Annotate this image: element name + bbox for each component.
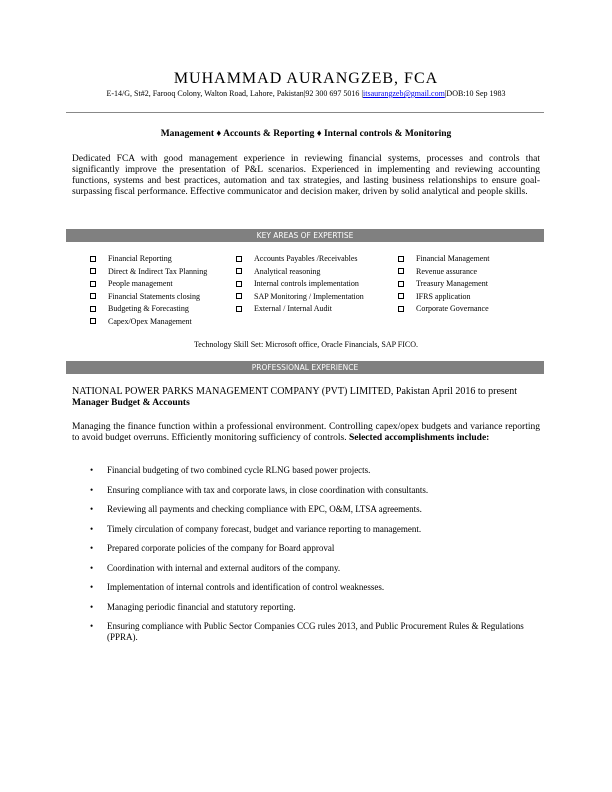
- skill-label: Direct & Indirect Tax Planning: [108, 266, 208, 276]
- accomplishment-item: • Managing periodic financial and statutory reporting.: [90, 602, 540, 622]
- skill-item: [398, 278, 540, 290]
- skill-item: [90, 278, 236, 290]
- skills-grid: [90, 253, 540, 327]
- skill-label: People management: [108, 279, 173, 289]
- skill-item: [90, 266, 236, 278]
- accomplishment-item: • Financial budgeting of two combined cycle RLNG based power projects.: [90, 465, 540, 485]
- skill-item: [90, 303, 236, 315]
- experience-heading: PROFESSIONAL EXPERIENCE: [66, 361, 544, 374]
- square-bullet-icon: [90, 318, 96, 324]
- summary: Dedicated FCA with good management experience in reviewing financial systems, processes and controls that significantly improve the presentation of P&L scenarios. Experienced in implementing and reviewing accounting functions, systems and best practices, automation and tax strategies, and lasting business relationships to ensure goal-surpassing fiscal performance. Effective communicator and decision maker, driven by solid analytical and people skills.: [72, 154, 540, 197]
- skill-label: Accounts Payables /Receivables: [254, 254, 358, 264]
- skill-item: [236, 266, 398, 278]
- skill-item: [90, 316, 236, 328]
- square-bullet-icon: [398, 256, 404, 262]
- square-bullet-icon: [90, 281, 96, 287]
- skill-label: Financial Management: [416, 254, 490, 264]
- square-bullet-icon: [90, 268, 96, 274]
- skill-item: [398, 266, 540, 278]
- accomplishment-item: • Prepared corporate policies of the company for Board approval: [90, 543, 540, 563]
- skill-label: IFRS application: [416, 291, 471, 301]
- email-link[interactable]: itsaurangzeb@gmail.com: [363, 89, 445, 98]
- accomplishments-list: [90, 465, 540, 642]
- skill-label: Financial Statements closing: [108, 291, 200, 301]
- square-bullet-icon: [90, 256, 96, 262]
- square-bullet-icon: [236, 256, 242, 262]
- divider: [66, 112, 544, 113]
- accomplishment-item: • Ensuring compliance with Public Sector Companies CCG rules 2013, and Public Procurement Rules & Regulations (PPRA).: [90, 621, 540, 642]
- job-description: [72, 422, 540, 444]
- square-bullet-icon: [236, 281, 242, 287]
- skill-label: Capex/Opex Management: [108, 316, 192, 326]
- skill-item: [90, 253, 236, 265]
- skill-item: [236, 291, 398, 303]
- accomplishment-item: • Timely circulation of company forecast, budget and variance reporting to management.: [90, 524, 540, 544]
- square-bullet-icon: [398, 268, 404, 274]
- job-title: Manager Budget & Accounts: [72, 398, 190, 408]
- square-bullet-icon: [398, 293, 404, 299]
- skill-item: [398, 253, 540, 265]
- skill-item: [90, 291, 236, 303]
- skill-item: [398, 291, 540, 303]
- headline: Management ♦ Accounts & Reporting ♦ Internal controls & Monitoring: [160, 129, 452, 139]
- skill-label: Corporate Governance: [416, 304, 489, 314]
- skill-label: Analytical reasoning: [254, 266, 321, 276]
- accomplishments-label: Selected accomplishments include:: [348, 433, 490, 443]
- skill-label: SAP Monitoring / Implementation: [254, 291, 364, 301]
- square-bullet-icon: [236, 293, 242, 299]
- company-line: NATIONAL POWER PARKS MANAGEMENT COMPANY (PVT) LIMITED, Pakistan April 2016 to present: [72, 386, 517, 397]
- square-bullet-icon: [398, 281, 404, 287]
- square-bullet-icon: [236, 306, 242, 312]
- skill-item: [236, 253, 398, 265]
- skill-label: Financial Reporting: [108, 254, 172, 264]
- skill-label: Internal controls implementation: [254, 279, 359, 289]
- accomplishment-item: • Reviewing all payments and checking compliance with EPC, O&M, LTSA agreements.: [90, 504, 540, 524]
- contact-line: [0, 89, 612, 98]
- tech-skills: Technology Skill Set: Microsoft office, Oracle Financials, SAP FICO.: [193, 340, 419, 349]
- skill-item: [236, 278, 398, 290]
- accomplishment-item: • Ensuring compliance with tax and corporate laws, in close coordination with consultants.: [90, 485, 540, 505]
- skill-label: Budgeting & Forecasting: [108, 304, 189, 314]
- skill-item: [236, 303, 398, 315]
- accomplishment-item: • Implementation of internal controls and identification of control weaknesses.: [90, 582, 540, 602]
- skill-label: External / Internal Audit: [254, 304, 332, 314]
- square-bullet-icon: [90, 293, 96, 299]
- square-bullet-icon: [398, 306, 404, 312]
- job-desc-text: Managing the finance function within a professional environment. Controlling capex/opex budgets and variance reporting to avoid budget overruns. Efficiently monitoring sufficiency of controls.: [72, 422, 540, 443]
- skill-item: [398, 303, 540, 315]
- candidate-name: MUHAMMAD AURANGZEB, FCA: [173, 70, 439, 87]
- contact-dob: |DOB:10 Sep 1983: [444, 89, 506, 98]
- accomplishment-item: • Coordination with internal and external auditors of the company.: [90, 563, 540, 583]
- square-bullet-icon: [90, 306, 96, 312]
- skill-label: Treasury Management: [416, 279, 488, 289]
- skill-label: Revenue assurance: [416, 266, 478, 276]
- contact-address: E-14/G, St#2, Farooq Colony, Walton Road, Lahore, Pakistan|92 300 697 5016 |: [106, 89, 364, 98]
- square-bullet-icon: [236, 268, 242, 274]
- expertise-heading: KEY AREAS OF EXPERTISE: [66, 229, 544, 242]
